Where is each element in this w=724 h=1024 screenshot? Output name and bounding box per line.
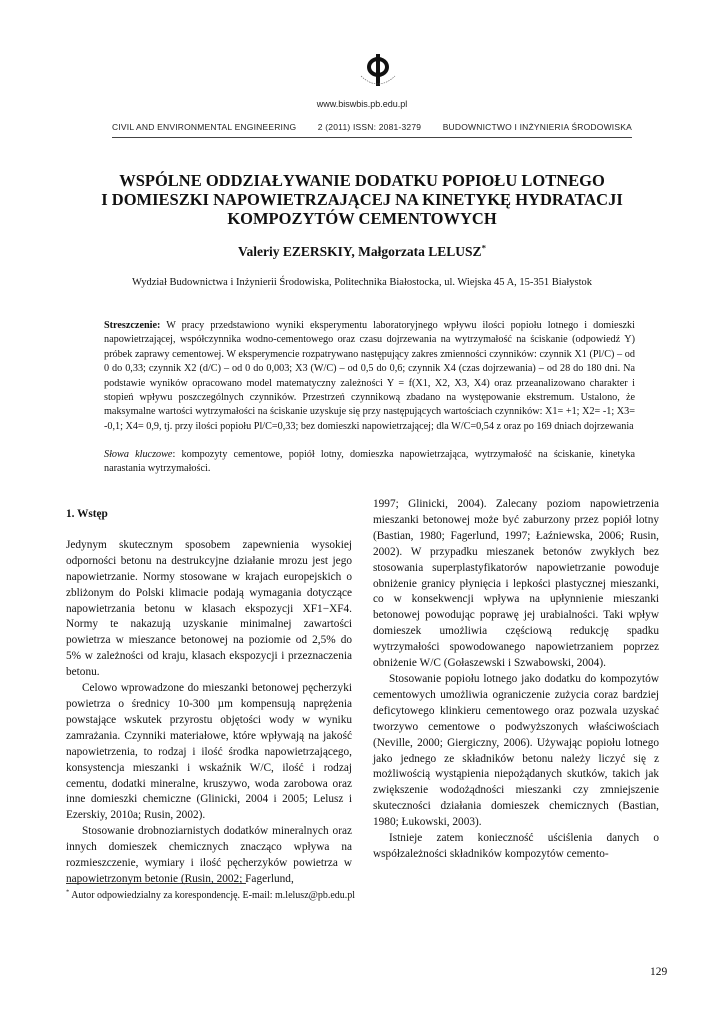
body-column-right [373, 497, 659, 863]
affiliation: Wydział Budownictwa i Inżynierii Środowiska, Politechnika Białostocka, ul. Wiejska 45 A, 15-351 Białystok [131, 277, 593, 288]
header-divider [112, 137, 632, 138]
keywords [104, 448, 635, 477]
title-line: I DOMIESZKI NAPOWIETRZAJĄCEJ NA KINETYKĘ HYDRATACJI [101, 190, 623, 209]
body-paragraph: Jedynym skutecznym sposobem zapewnienia wysokiej odporności betonu na destrukcyjne działanie mrozu jest jego napowietrzanie. Normy stosowane w krajach europejskich o zbliżonym do Polski klimacie podają wymagania dotyczące napowietrzania betonu w klasach ekspozycji XF1−XF4. Normy te nakazują uzyskanie minimalnej zawartości powietrza w mieszance betonowej na poziomie od 2,5% do 5% w zależności od kraju, klasach ekspozycji i przeznaczenia betonu. [66, 538, 352, 679]
body-paragraph: Stosowanie popiołu lotnego jako dodatku do kompozytów cementowych umożliwia ograniczenie zużycia coraz bardziej deficytowego klinkieru cementowego oraz pozwala uzyskać tworzywo cementowe o podwyższonych właściwościach (Neville, 2000; Giergiczny, 2006). Używając popiołu lotnego jako jednego ze składników betonu należy liczyć się z możliwością wystąpienia niepożądanych skutków, takich jak zwiększenie wodożądności mieszanki czy zmniejszenie skuteczności działania domieszek chemicznych (Bastian, 1980; Łukowski, 2003). [373, 672, 659, 829]
body-paragraph: 1997; Glinicki, 2004). Zalecany poziom napowietrzenia mieszanki betonowej może być zaburzony przez popiół lotny (Bastian, 1980; Fagerlund, 1997; Łaźniewska, 2006; Rusin, 2002). W przypadku mieszanek betonów zwykłych bez stosowania superplastyfikatorów napowietrzanie powoduje obniżenie granicy płynięcia i lepkości plastycznej mieszanki, co w konsekwencji wpływa na upłynnienie mieszanki betonowej powodując poprawę jej urabialności. Taki wpływ domieszek umożliwia częściową redukcję spadku wytrzymałości spowodowanego napowietrzaniem poprzez obniżenie W/C (Gołaszewski i Szwabowski, 2004). [373, 498, 659, 670]
journal-name-en: CIVIL AND ENVIRONMENTAL ENGINEERING [112, 122, 297, 132]
footnote-text: Autor odpowiedzialny za korespondencję. E-mail: m.lelusz@pb.edu.pl [71, 890, 356, 901]
authors [0, 244, 724, 260]
body-paragraph: Celowo wprowadzone do mieszanki betonowej pęcherzyki powietrza o średnicy 10-300 µm kompensują naprężenia powstające wskutek przyrostu objętości wody w wyniku zamrażania. Czynniki materiałowe, które wpływają na jakość napowietrzenia, to rodzaj i ilość środka napowietrzającego, konsystencja mieszanki i wskaźnik W/C, ilość i rodzaj cementu, dodatki mineralne, kruszywo, woda zarobowa oraz inne domieszki chemiczne (Glinicki, 2004 i 2005; Lelusz i Ezerskiy, 2010a; Rusin, 2002). [66, 682, 352, 822]
footnote-mark: * [66, 888, 70, 896]
body-column-left [66, 507, 352, 888]
website-url[interactable]: www.biswbis.pb.edu.pl [316, 99, 408, 109]
keywords-label: Słowa kluczowe [104, 449, 173, 460]
keywords-text: : kompozyty cementowe, popiół lotny, domieszka napowietrzająca, wytrzymałość na ściskanie, kinetyka narastania wytrzymałości. [104, 449, 636, 475]
journal-name-pl: BUDOWNICTWO I INŻYNIERIA ŚRODOWISKA [442, 122, 632, 132]
page-number: 129 [650, 966, 668, 978]
body-paragraph: Istnieje zatem konieczność uściślenia danych o współzależności składników kompozytów cemento- [373, 832, 659, 860]
footnote-divider [66, 883, 246, 884]
author-names: Valeriy EZERSKIY, Małgorzata LELUSZ [238, 244, 482, 259]
journal-issue-issn: 2 (2011) ISSN: 2081-3279 [317, 122, 422, 132]
paper-title [60, 171, 664, 228]
journal-header [112, 122, 632, 132]
body-paragraph: Stosowanie drobnoziarnistych dodatków mineralnych oraz innych domieszek chemicznych znacząco wpływa na rozmieszczenie, wymiary i ilość pęcherzyków powietrza w napowietrzonym betonie (Rusin, 2002; Fagerlund, [66, 825, 352, 885]
author-footnote-mark: * [481, 242, 486, 253]
abstract-text: W pracy przedstawiono wyniki eksperymentu laboratoryjnego wpływu ilości popiołu lotnego i domieszki napowietrzającej, współczynnika wodno-cementowego oraz czasu dojrzewania na wytrzymałość na ściskanie (odpowiedź Y) próbek zaprawy cementowej. W eksperymencie rozpatrywano następujący zakres zmienności czynników: czynnik X1 (Pl/C) – od 0 do 0,33; czynnik X2 (d/C) – od 0 do 0,003; X3 (W/C) – od 0,5 do 0,6; czynnik X4 (czas dojrzewania) – od 28 do 180 dni. Na podstawie wyników opracowano model matematyczny zależności Y = f(X1, X2, X3, X4) oraz przeanalizowano charakter i stopień wpływu poszczególnych czynników. Przestrzeń czynnikową zbadano na występowanie ekstremum. Ustalono, że maksymalne wartości wytrzymałości na ściskanie uzyskuje się przy następujących wartościach czynników: X1= +1; X2= -1; X3= -0,1; X4= 0,9, tj. przy ilości popiołu Pl/C=0,33; bez domieszki napowietrzającej; dla W/C=0,54 z oraz po 169 dniach dojrzewania [104, 320, 635, 432]
section-heading: 1. Wstęp [66, 508, 108, 520]
title-line: KOMPOZYTÓW CEMENTOWYCH [227, 209, 497, 228]
abstract-label: Streszczenie: [104, 320, 161, 331]
title-line: WSPÓLNE ODDZIAŁYWANIE DODATKU POPIOŁU LOTNEGO [119, 171, 605, 190]
university-logo [355, 46, 401, 92]
abstract [104, 319, 635, 434]
footnote [66, 890, 355, 901]
